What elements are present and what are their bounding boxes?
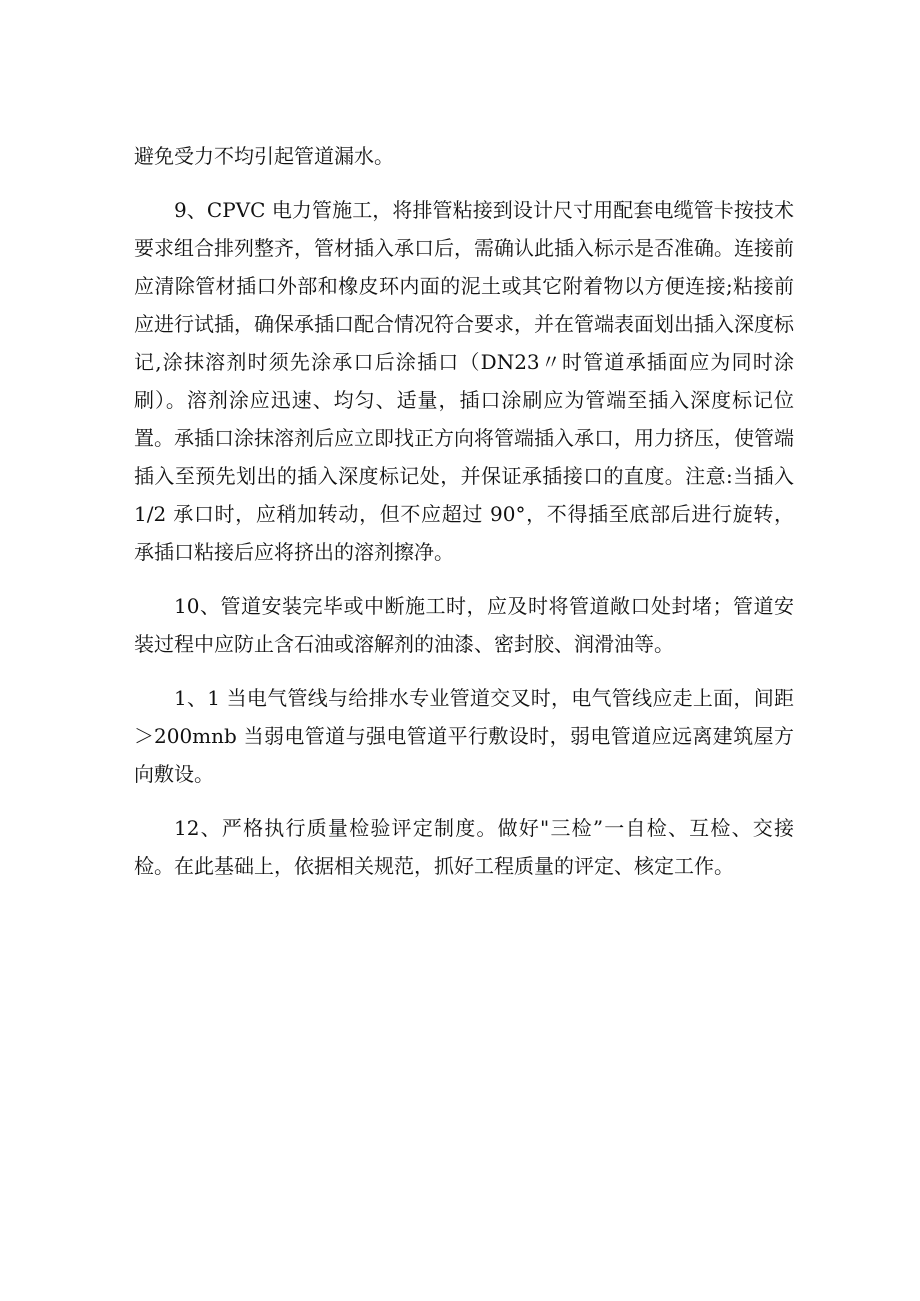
paragraph-item-10: 10、管道安装完毕或中断施工时，应及时将管道敞口处封堵；管道安装过程中应防止含石油或溶解剂的油漆、密封胶、润滑油等。 [134, 594, 794, 656]
paragraph-item-12: 12、严格执行质量检验评定制度。做好"三检”一自检、互检、交接检。在此基础上，依据相关规范，抓好工程质量的评定、核定工作。 [134, 816, 794, 878]
paragraph-continuation: 避免受力不均引起管道漏水。 [134, 144, 394, 168]
document-body [134, 137, 794, 901]
paragraph-item-9: 9、CPVC 电力管施工，将排管粘接到设计尺寸用配套电缆管卡按技术要求组合排列整齐，管材插入承口后，需确认此插入标示是否准确。连接前应清除管材插口外部和橡皮环内面的泥土或其它附着物以方便连接;粘接前应进行试插，确保承插口配合情况符合要求，并在管端表面划出插入深度标记,涂抹溶剂时须先涂承口后涂插口（DN23〃时管道承插面应为同时涂刷）。溶剂涂应迅速、均匀、适量，插口涂刷应为管端至插入深度标记位置。承插口涂抹溶剂后应立即找正方向将管端插入承口，用力挤压，使管端插入至预先划出的插入深度标记处，并保证承插接口的直度。注意:当插入 1/2 承口时，应稍加转动，但不应超过 90°，不得插至底部后进行旋转，承插口粘接后应将挤出的溶剂擦净。 [134, 198, 794, 564]
paragraph-item-11: 1、1 当电气管线与给排水专业管道交叉时，电气管线应走上面，间距＞200mnb 当弱电管道与强电管道平行敷设时，弱电管道应远离建筑屋方向敷设。 [134, 686, 794, 786]
